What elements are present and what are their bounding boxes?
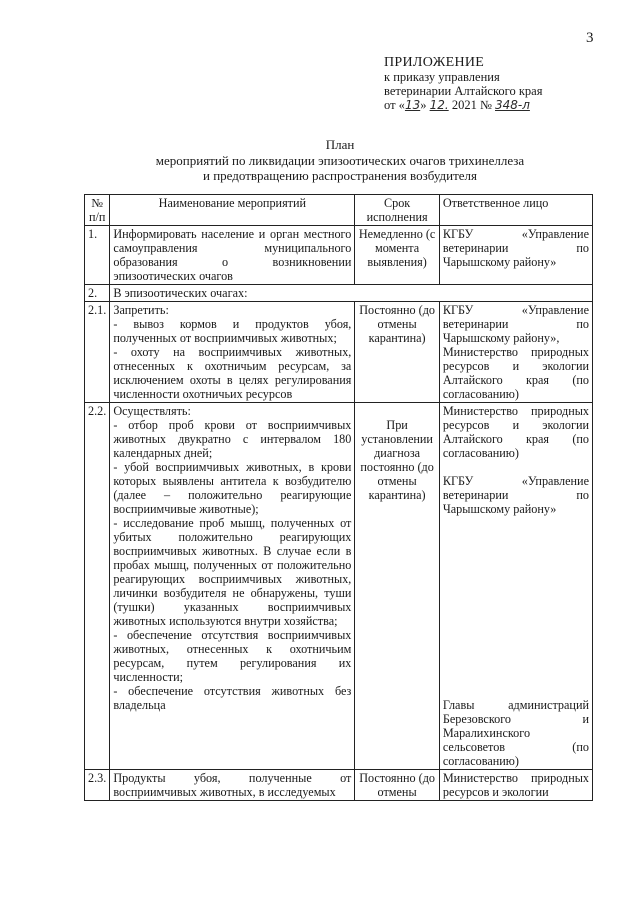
row-name-line: - обеспечение отсутствия восприимчивых животных, отнесенных к охотничьим ресурсам, путем регулирования их численности; xyxy=(113,628,352,684)
row-name: Информировать население и орган местного самоуправления муниципального образования о возникновении эпизоотических очагов xyxy=(110,226,355,285)
table-header-row xyxy=(85,195,593,226)
row-term: Немедленно (с момента выявления) xyxy=(355,226,439,285)
spacer xyxy=(443,460,589,474)
table-row xyxy=(85,770,593,801)
handwritten-month: 12. xyxy=(429,98,449,112)
plan-table xyxy=(84,194,593,801)
date-prefix: от « xyxy=(384,98,405,112)
row-num: 1. xyxy=(85,226,110,285)
annex-line-2: ветеринарии Алтайского края xyxy=(384,84,543,98)
row-num: 2.3. xyxy=(85,770,110,801)
row-term xyxy=(355,403,439,770)
annex-line-1: к приказу управления xyxy=(384,70,500,84)
row-name xyxy=(110,403,355,770)
page-number: 3 xyxy=(586,30,594,46)
row-resp: КГБУ «Управление ветеринарии по Чарышскому району» xyxy=(439,226,592,285)
plan-title-line-1: План xyxy=(325,137,355,152)
table-row xyxy=(85,403,593,770)
row-name-line: - охоту на восприимчивых животных, отнесенных к охотничьим ресурсам, за исключением охоты в целях регулирования численности охотничьих ресурсов xyxy=(113,345,352,401)
row-name: Продукты убоя, полученные от восприимчивых животных, в исследуемых xyxy=(110,770,355,801)
handwritten-order-number: 348-л xyxy=(495,98,530,112)
plan-title-line-3: и предотвращению распространения возбудителя xyxy=(203,168,477,183)
date-mid: » xyxy=(420,98,430,112)
header-name: Наименование мероприятий xyxy=(110,195,355,226)
row-resp-line: КГБУ «Управление ветеринарии по Чарышскому району» xyxy=(442,474,589,516)
year-part: 2021 № xyxy=(448,98,495,112)
row-resp-line: Министерство природных ресурсов и экологии Алтайского края (по согласованию) xyxy=(442,345,589,401)
row-name-line: Запретить: xyxy=(113,303,169,317)
row-resp xyxy=(439,403,592,770)
annex-block xyxy=(384,56,542,112)
plan-title-line-2: мероприятий по ликвидации эпизоотических очагов трихинеллеза xyxy=(155,152,525,168)
row-name-line: - отбор проб крови от восприимчивых животных двукратно с интервалом 180 календарных дней; xyxy=(113,418,352,460)
header-term: Срок исполнения xyxy=(355,195,439,226)
row-name-line: - вывоз кормов и продуктов убоя, полученных от восприимчивых животных; xyxy=(113,317,352,345)
row-resp-line: Главы администраций Березовского и Маралихинского сельсоветов (по согласованию) xyxy=(442,698,589,768)
row-name-line: Осуществлять: xyxy=(113,404,191,418)
row-name-line: - убой восприимчивых животных, в крови которых выявлены антитела к возбудителю (далее – положительно реагирующие восприимчивые животные); xyxy=(113,460,352,516)
handwritten-day: 13 xyxy=(404,98,421,112)
row-resp-line: Министерство природных ресурсов и экологии Алтайского края (по согласованию) xyxy=(442,404,589,460)
row-name-line: - исследование проб мышц, полученных от убитых положительно реагирующих восприимчивых животных. В случае если в пробах мышц, полученных от положительно реагирующих восприимчивых животных, личинки возбудителя не обнаружены, туши (тушки) указанных восприимчивых животных используются внутри хозяйства; xyxy=(113,516,352,628)
header-resp: Ответственное лицо xyxy=(439,195,592,226)
header-num: № п/п xyxy=(85,195,110,226)
row-num: 2.2. xyxy=(85,403,110,770)
row-resp-line: КГБУ «Управление ветеринарии по Чарышскому району», xyxy=(442,303,589,345)
table-row xyxy=(85,302,593,403)
row-num: 2. xyxy=(85,285,110,302)
row-resp: Министерство природных ресурсов и экологии xyxy=(439,770,592,801)
plan-title xyxy=(60,137,620,184)
row-name xyxy=(110,302,355,403)
row-resp xyxy=(439,302,592,403)
row-term: Постоянно (до отмены карантина) xyxy=(355,302,439,403)
annex-title: ПРИЛОЖЕНИЕ xyxy=(384,55,485,70)
annex-date-line xyxy=(384,98,542,112)
row-section: В эпизоотических очагах: xyxy=(110,285,593,302)
row-num: 2.1. xyxy=(85,302,110,403)
row-term: Постоянно (до отмены xyxy=(355,770,439,801)
table-row xyxy=(85,226,593,285)
row-term-text: При установлении диагноза постоянно (до отмены карантина) xyxy=(360,418,434,502)
table-row xyxy=(85,285,593,302)
row-name-line: - обеспечение отсутствия животных без владельца xyxy=(113,684,352,712)
spacer xyxy=(443,516,589,698)
